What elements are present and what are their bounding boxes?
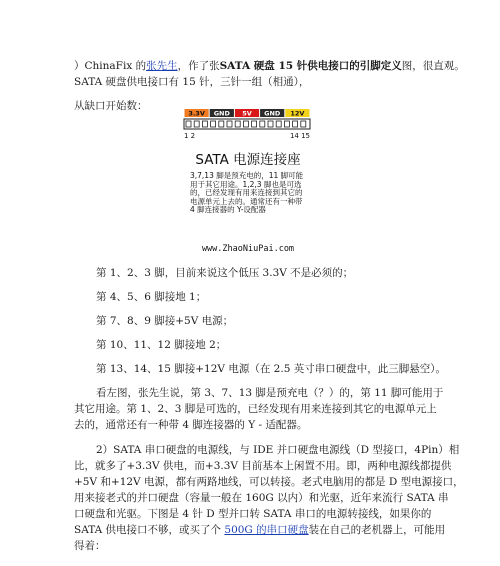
connector-pin-15 bbox=[301, 121, 306, 127]
pin-group-label-3: 5V bbox=[242, 109, 252, 118]
connector-pin-11 bbox=[268, 121, 273, 127]
sata-connector-diagram bbox=[182, 108, 314, 140]
sata-connector-figure bbox=[180, 108, 316, 258]
intro-line-1 bbox=[74, 58, 465, 75]
pin-group-label-2: GND bbox=[213, 109, 230, 118]
pin-item-2: 第 4、5、6 脚接地 1； bbox=[96, 291, 207, 303]
connector-pin-12 bbox=[276, 121, 281, 127]
pin-left-label: 1 2 bbox=[184, 132, 196, 140]
connector-pin-13 bbox=[284, 121, 289, 127]
intro-text-c: 图，很直观。 bbox=[401, 60, 465, 72]
para2-line-4: 用来接老式的并口硬盘（容量一般在 160G 以内）和光驱，近年来流行 SATA 串 bbox=[74, 492, 449, 504]
intro-text-a: ）ChinaFix 的 bbox=[74, 60, 147, 72]
intro-line-3: 从缺口开始数： bbox=[74, 100, 148, 112]
hdd-500g-link[interactable]: 500G 的串口硬盘 bbox=[224, 524, 309, 536]
pin-item-3: 第 7、8、9 脚接+5V 电源； bbox=[96, 315, 234, 327]
para2-line-5: 口硬盘和光驱。下图是 4 针 D 型并口转 SATA 串口的电源转接线，如果你的 bbox=[74, 508, 432, 520]
intro-line-2: SATA 硬盘供电接口有 15 针，三针一组（相通）， bbox=[74, 76, 310, 88]
para2-line-3: +5V 和+12V 电源，都有两路地线，可以转接。老式电脑用的都是 D 型电源接口， bbox=[74, 476, 464, 488]
connector-pin-3 bbox=[202, 121, 207, 127]
intro-text-b: ，作了张 bbox=[177, 60, 220, 72]
pin-item-4: 第 10、11、12 脚接地 2； bbox=[96, 339, 227, 351]
para2-line-1: 2）SATA 串口硬盘的电源线，与 IDE 并口硬盘电源线（D 型接口，4Pin）相 bbox=[96, 444, 460, 456]
connector-title: SATA 电源连接座 bbox=[195, 152, 301, 168]
connector-pin-6 bbox=[227, 121, 232, 127]
para2-line-6 bbox=[74, 522, 445, 539]
connector-pin-2 bbox=[194, 121, 199, 127]
connector-pin-7 bbox=[235, 121, 240, 127]
para1-line-2: 其它用途。第 1、2、3 脚是可选的，已经发现有用来连接到其它的电源单元上 bbox=[74, 403, 437, 415]
intro-bold-title: SATA 硬盘 15 针供电接口的引脚定义 bbox=[219, 60, 402, 72]
connector-pin-5 bbox=[219, 121, 224, 127]
zhang-link[interactable]: 张先生 bbox=[146, 60, 178, 72]
para2-last-text-a: SATA 供电接口不够，或买了个 bbox=[74, 524, 225, 536]
pin-group-label-4: GND bbox=[264, 109, 281, 118]
para2-last-text-b: 装在自己的老机器上，可能用 bbox=[308, 524, 446, 536]
connector-pin-10 bbox=[260, 121, 265, 127]
pin-group-label-1: 3.3V bbox=[188, 109, 205, 118]
connector-pin-1 bbox=[186, 121, 191, 127]
para1-line-1: 看左图，张先生说，第 3、7、13 脚是预充电（？）的，第 11 脚可能用于 bbox=[96, 387, 444, 399]
connector-pin-8 bbox=[243, 121, 248, 127]
pin-right-label: 14 15 bbox=[289, 132, 310, 140]
connector-pin-14 bbox=[293, 121, 298, 127]
site-watermark: www.ZhaoNiuPai.com bbox=[201, 244, 295, 254]
pin-group-label-5: 12V bbox=[290, 109, 305, 118]
connector-pin-9 bbox=[252, 121, 257, 127]
para2-line-7: 得着： bbox=[74, 540, 106, 552]
pin-item-5: 第 13、14、15 脚接+12V 电源（在 2.5 英寸串口硬盘中，此三脚悬空）。 bbox=[96, 363, 446, 375]
para1-line-3: 去的，通常还有一种带 4 脚连接器的 Y - 适配器。 bbox=[74, 419, 308, 431]
connector-pin-4 bbox=[211, 121, 216, 127]
pin-item-1: 第 1、2、3 脚，目前来说这个低压 3.3V 不是必须的； bbox=[96, 267, 354, 279]
para2-line-2: 比，就多了+3.3V 供电，而+3.3V 目前基本上闲置不用。即，两种电源线都提供 bbox=[74, 460, 452, 472]
connector-caption: 3,7,13 脚是预充电的，11 脚可能用于其它用途。1,2,3 脚也是可选的，已经发现有用来连接到其它的电源单元上去的。通常还有一种带 4 脚连接器的 Y-设配器 bbox=[190, 171, 304, 215]
